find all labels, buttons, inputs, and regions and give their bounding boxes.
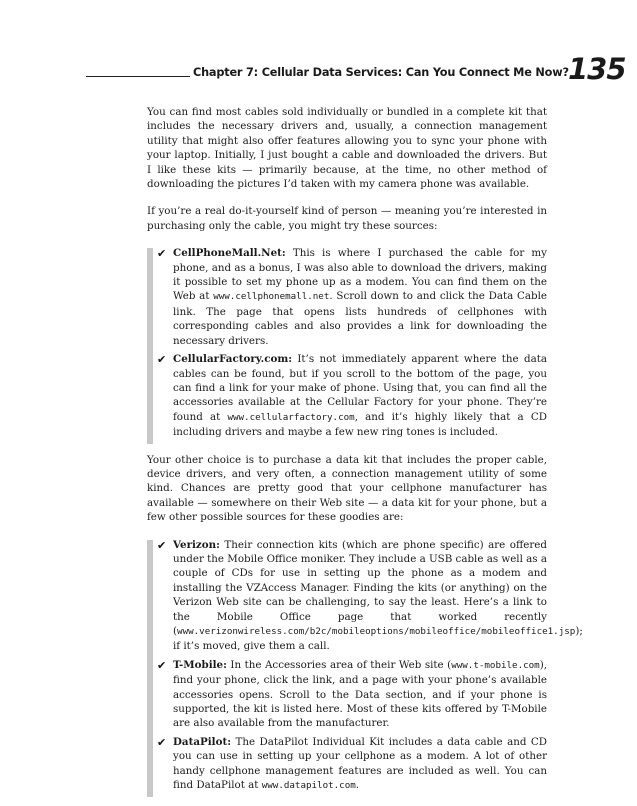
list-item-tmobile <box>147 658 547 731</box>
source-url-link[interactable]: www.cellularfactory.com <box>227 411 355 423</box>
source-text-end: . Scroll down to and click the Data Cable link. The page that opens lists hundreds of cellphones with corresponding cables and also provides a link for downloading the necessary drivers. <box>173 290 547 347</box>
vendor-url-link[interactable]: www.datapilot.com <box>261 780 356 792</box>
checkmark-bullet-icon: ✔ <box>157 353 167 367</box>
vendor-text-end: . <box>355 779 360 792</box>
page-number: 135 <box>568 52 626 86</box>
vendor-url-link[interactable]: www.t-mobile.com <box>451 659 540 671</box>
paragraph-data-kit: Your other choice is to purchase a data kit that includes the proper cable, device drivers, and very often, a connection management utility of some kind. Chances are pretty good that your cellphone manufacturer has available — somewhere on their Web site — a data kit for your phone, but a few other possible sources for these goodies are: <box>147 453 547 524</box>
vendor-url-path[interactable]: mobileoptions/mobileoffice/mobileoffice1.jsp <box>331 626 576 637</box>
source-text-end: , and it’s highly likely that a CD including drivers and maybe a few new ring tones is included. <box>173 410 547 439</box>
list-item-datapilot <box>147 735 547 794</box>
vendor-title: Verizon: <box>173 538 220 551</box>
checkmark-bullet-icon: ✔ <box>157 247 167 261</box>
vendor-title: DataPilot: <box>173 735 232 748</box>
vendor-text: In the Accessories area of their Web site ( <box>226 658 452 671</box>
running-header <box>0 54 637 94</box>
vendor-text-end: ); if it’s moved, give them a call. <box>173 625 583 653</box>
checkmark-bullet-icon: ✔ <box>157 538 167 552</box>
vendor-text: Their connection kits (which are phone specific) are offered under the Mobile Office moniker. They include a USB cable as well as a couple of CDs for use in setting up the phone as a modem and installing the VZAccess Manager. Finding the kits (or anything) on the Verizon Web site can be challenging, to say the least. Here’s a link to the Mobile Office page that worked recently ( <box>173 538 548 637</box>
vendor-title: T-Mobile: <box>173 658 227 671</box>
cable-sources-list <box>147 246 547 439</box>
checkmark-bullet-icon: ✔ <box>157 658 167 672</box>
kit-sources-list <box>147 538 583 794</box>
list-item-verizon <box>147 538 583 654</box>
source-title: CellPhoneMall.Net: <box>173 247 286 260</box>
vendor-text-end: ), find your phone, click the link, and a page with your phone’s available accessories opens. Scroll to the Data section, and if your phone is supported, the kit is listed here. Most of these kits offered by T-Mobile are also available from the manufacturer. <box>173 658 547 730</box>
vendor-url-link[interactable]: www.verizonwireless.com/b2c/ <box>177 626 332 637</box>
source-title: CellularFactory.com: <box>173 353 293 366</box>
list-item-cellularfactory <box>147 352 547 439</box>
vendor-text: The DataPilot Individual Kit includes a data cable and CD you can use in setting up your cellphone as a modem. A lot of other handy cellphone management features are included as well. You can find DataPilot at <box>173 735 547 792</box>
page-body <box>147 105 583 806</box>
paragraph-cables-kits: You can find most cables sold individually or bundled in a complete kit that includes the necessary drivers and, usually, a connection management utility that might also offer features allowing you to sync your phone with your laptop. Initially, I just bought a cable and downloaded the drivers. But I like these kits — primarily because, at the time, no other method of downloading the pictures I’d taken with my camera phone was available. <box>147 106 547 191</box>
checkmark-bullet-icon: ✔ <box>157 735 167 749</box>
list-item-cellphonemall <box>147 246 547 348</box>
source-url-link[interactable]: www.cellphonemall.net <box>213 291 330 303</box>
source-text: This is where I purchased the cable for my phone, and as a bonus, I was also able to download the drivers, making it possible to set my phone up as a modem. You can find them on the Web at <box>173 247 547 303</box>
vendor-url-link-continued[interactable] <box>332 626 575 637</box>
paragraph-diy: If you’re a real do-it-yourself kind of person — meaning you’re interested in purchasing only the cable, you might try these sources: <box>147 205 547 232</box>
source-text: It’s not immediately apparent where the data cables can be found, but if you scroll to the bottom of the page, you can find a link for your make of phone. Using that, you can find all the accessories available at the Cellular Factory for your phone. They’re found at <box>173 353 547 423</box>
header-rule <box>86 76 190 77</box>
chapter-title: Chapter 7: Cellular Data Services: Can You Connect Me Now? <box>193 66 569 79</box>
